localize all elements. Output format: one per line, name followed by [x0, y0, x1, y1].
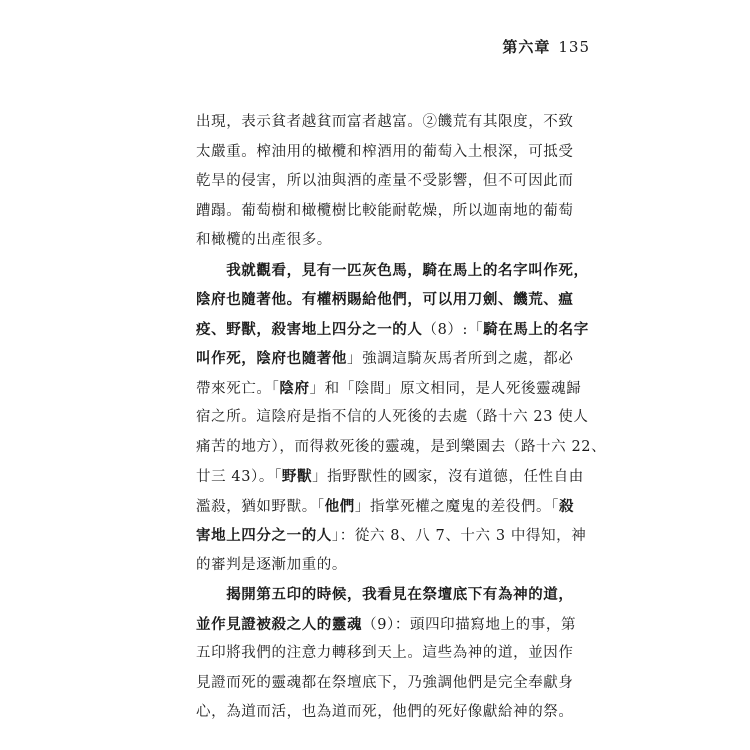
commentary-text: 廿三 43）。「 [196, 469, 282, 485]
commentary-text: （9）：頭四印描寫地上的事，第 [362, 616, 577, 633]
commentary-text: 」指野獸性的國家，沒有道德，任性自由 [312, 469, 584, 485]
commentary-text: 」：從六 8、八 7、十六 3 中得知，神 [331, 528, 587, 544]
commentary-text: 五印將我們的注意力轉移到天上。這些為神的道，並因作 [196, 645, 574, 661]
bold-scripture-text: 殺 [559, 497, 575, 515]
commentary-text: 蹧蹋。葡萄樹和橄欖樹比較能耐乾燥，所以迦南地的葡萄 [196, 202, 574, 219]
text-line [196, 610, 578, 640]
commentary-text: 心，為道而活，也為道而死，他們的死好像獻給神的祭。 [196, 704, 574, 720]
text-line [196, 285, 578, 315]
text-line [196, 344, 578, 374]
commentary-text: （8）:「 [422, 321, 484, 338]
text-line [196, 669, 578, 699]
bold-scripture-text: 我就觀看，見有一匹灰色馬，騎在馬上的名字叫作死， [196, 261, 589, 279]
commentary-text: 」和「陰間」原文相同，是人死後靈魂歸 [309, 380, 582, 397]
commentary-text: 的審判是逐漸加重的。 [196, 556, 347, 573]
commentary-text: 」強調這騎灰馬者所到之處，都必 [347, 351, 574, 367]
text-line [196, 433, 607, 463]
commentary-text: 見證而死的靈魂都在祭壇底下，乃強調他們是完全奉獻身 [196, 674, 574, 691]
commentary-text: 帶來死亡。「 [196, 380, 280, 397]
body-text [196, 108, 607, 728]
text-line [196, 197, 578, 227]
bold-scripture-text: 野獸 [281, 468, 313, 485]
bold-scripture-text: 陰府也隨著他。有權柄賜給他們，可以用刀劍、饑荒、瘟 [196, 291, 574, 308]
text-line [196, 403, 589, 433]
text-line [196, 256, 589, 286]
text-line [196, 521, 587, 551]
text-line [196, 698, 578, 728]
commentary-text: 宿之所。這陰府是指不信的人死後的去處（路十六 23 使人 [196, 409, 589, 425]
text-line [196, 580, 578, 610]
commentary-text: 出現，表示貧者越貧而富者越富。②饑荒有其限度，不致 [196, 114, 574, 130]
bold-scripture-text: 揭開第五印的時候，我看見在祭壇底下有為神的道， [196, 586, 574, 603]
bold-scripture-text: 他們 [324, 497, 355, 515]
bold-scripture-text: 叫作死，陰府也隨著他 [196, 350, 347, 367]
text-line [196, 167, 578, 197]
text-line [196, 108, 578, 138]
commentary-text: 濫殺，猶如野獸。「 [196, 498, 325, 515]
text-line [196, 492, 578, 522]
bold-scripture-text: 陰府 [279, 379, 310, 397]
commentary-text: 乾旱的侵害，所以油與酒的產量不受影響，但不可因此而 [196, 173, 574, 189]
text-line [196, 462, 584, 492]
commentary-text: 痛苦的地方），而得救死後的靈魂，是到樂園去（路十六 22、 [196, 438, 607, 455]
chapter-title: 第六章 [502, 38, 551, 56]
text-line [196, 639, 578, 669]
text-line [196, 374, 582, 404]
text-line [196, 315, 589, 345]
page-number: 135 [558, 38, 590, 56]
running-header [502, 36, 590, 57]
text-line [196, 226, 578, 256]
commentary-text: 」指掌死權之魔鬼的差役們。「 [354, 498, 560, 515]
commentary-text: 和橄欖的出產很多。 [196, 232, 332, 248]
text-line [196, 551, 578, 581]
bold-scripture-text: 並作見證被殺之人的靈魂 [196, 615, 363, 633]
text-line [196, 138, 578, 168]
bold-scripture-text: 疫、野獸，殺害地上四分之一的人 [196, 320, 423, 338]
bold-scripture-text: 害地上四分之一的人 [196, 527, 332, 544]
commentary-text: 太嚴重。榨油用的橄欖和榨酒用的葡萄入土根深，可抵受 [196, 143, 574, 160]
bold-scripture-text: 騎在馬上的名字 [483, 320, 589, 338]
